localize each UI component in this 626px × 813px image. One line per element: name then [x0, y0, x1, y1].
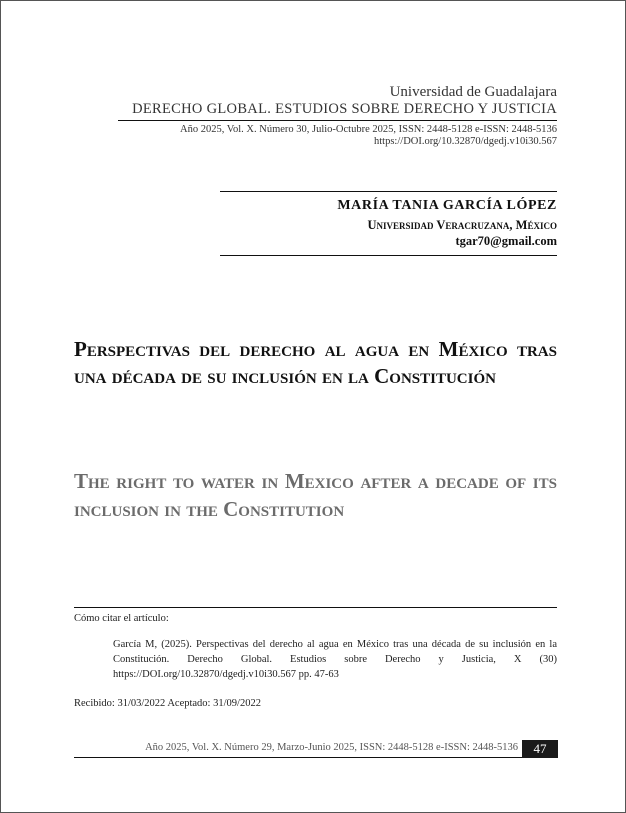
footer-issue: Año 2025, Vol. X. Número 29, Marzo-Junio 2025, ISSN: 2448-5128 e-ISSN: 2448-5136: [145, 742, 518, 753]
journal-doi-link[interactable]: https://DOI.org/10.32870/dgedj.v10i30.567: [374, 136, 557, 147]
article-title-english: The right to water in Mexico after a decade of its inclusion in the Constitution: [74, 469, 557, 521]
footer-rule: [74, 757, 557, 758]
article-title-spanish: Perspectivas del derecho al agua en México tras una década de su inclusión en la Constitución: [74, 337, 557, 388]
author-bottom-rule: [220, 255, 557, 256]
citation-rule: [74, 607, 557, 608]
author-affiliation: Universidad Veracruzana, México: [367, 218, 557, 232]
citation-label: Cómo citar el artículo:: [74, 613, 169, 624]
header-rule: [118, 120, 557, 121]
page-number: 47: [522, 740, 558, 758]
received-accepted-dates: Recibido: 31/03/2022 Aceptado: 31/09/2022: [74, 698, 261, 709]
author-email[interactable]: tgar70@gmail.com: [455, 234, 557, 248]
journal-issue: Año 2025, Vol. X. Número 30, Julio-Octubre 2025, ISSN: 2448-5128 e-ISSN: 2448-5136: [179, 124, 557, 135]
citation-text: García M, (2025). Perspectivas del derecho al agua en México tras una década de su inclusión en la Constitución. Derecho Global. Estudios sobre Derecho y Justicia, X (30) https://DOI.org/10.32870/dgedj.v10i30.567 pp. 47-63: [113, 639, 557, 680]
journal-university: Universidad de Guadalajara: [389, 84, 557, 100]
journal-name: DERECHO GLOBAL. ESTUDIOS SOBRE DERECHO Y JUSTICIA: [132, 101, 557, 117]
author-top-rule: [220, 191, 557, 192]
author-name: MARÍA TANIA GARCÍA LÓPEZ: [337, 198, 557, 213]
